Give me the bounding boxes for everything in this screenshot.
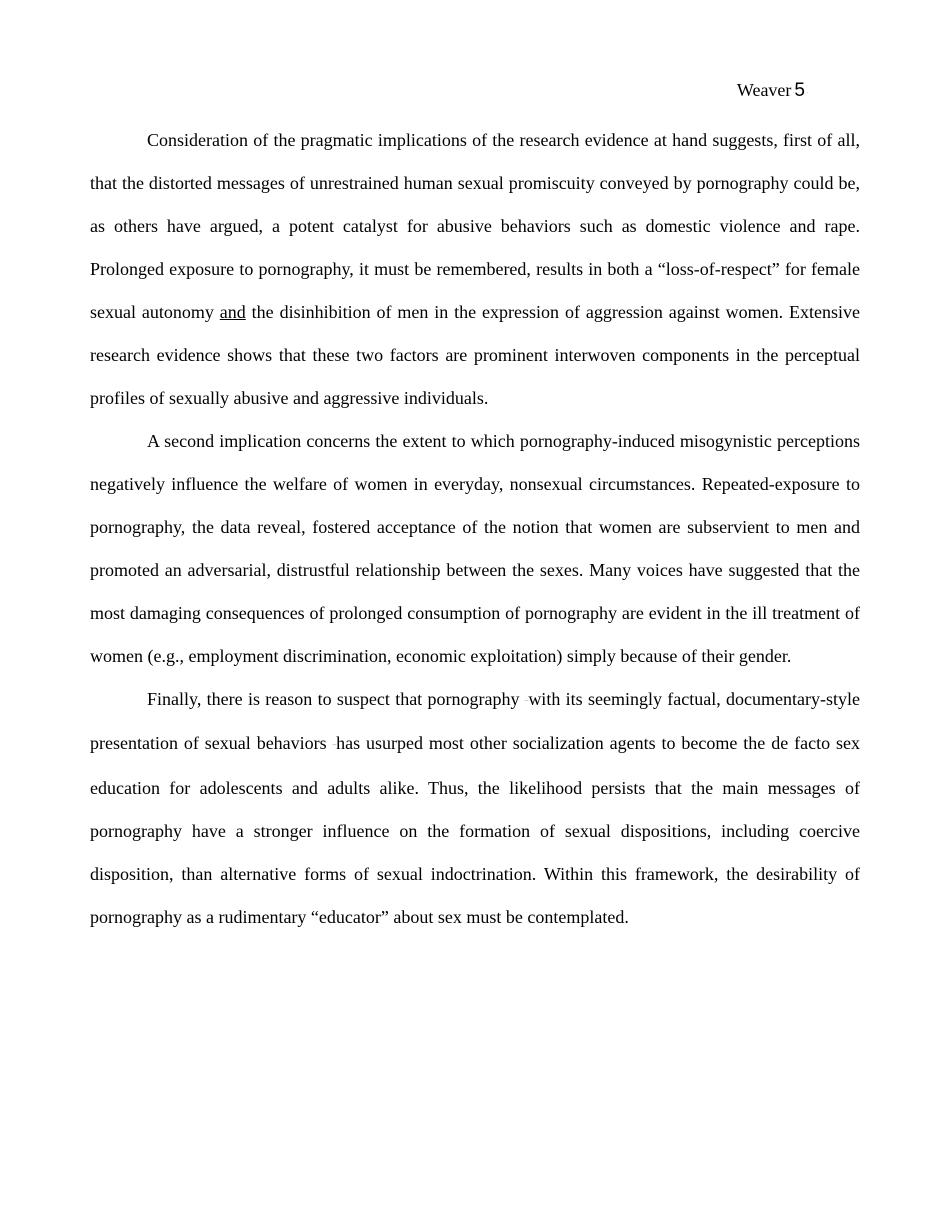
dash-marker: – [524, 696, 529, 705]
header-marker-icon: . [805, 88, 808, 95]
paragraph-1-text-b: the disinhibition of men in the expression of aggression against women. Extensive research evidence shows that these two factors are prominent interwoven components in the perceptual profiles of sexually abusive and aggressive individuals. [90, 302, 860, 408]
header-marker-icon: . [791, 88, 795, 95]
dash-marker: – [332, 740, 337, 749]
running-header [737, 78, 808, 104]
body-text [90, 119, 860, 939]
paragraph-1-emphasis: and [219, 302, 246, 322]
paragraph-3-text-a: Finally, there is reason to suspect that pornography [147, 689, 525, 709]
paragraph-3-text-c: has usurped most other socialization agents to become the de facto sex education for adolescents and adults alike. Thus, the likelihood persists that the main messages of pornography have a stronger influence on the formation of sexual dispositions, including coercive disposition, than alternative forms of sexual indoctrination. Within this framework, the desirability of pornography as a rudimentary “educator” about sex must be contemplated. [90, 733, 860, 927]
paragraph-2: A second implication concerns the extent to which pornography-induced misogynistic perceptions negatively influence the welfare of women in everyday, nonsexual circumstances. Repeated-exposure to pornography, the data reveal, fostered acceptance of the notion that women are subservient to men and promoted an adversarial, distrustful relationship between the sexes. Many voices have suggested that the most damaging consequences of prolonged consumption of pornography are evident in the ill treatment of women (e.g., employment discrimination, economic exploitation) simply because of their gender. [90, 431, 860, 666]
paragraph-3-text-b: with its seemingly factual, documentary-style presentation of sexual behaviors [90, 689, 861, 754]
paragraph-1 [90, 119, 860, 420]
paragraph-3 [90, 678, 860, 939]
paragraph-1-text-a: Consideration of the pragmatic implications of the research evidence at hand suggests, first of all, that the distorted messages of unrestrained human sexual promiscuity conveyed by pornography could be, as others have argued, a potent catalyst for abusive behaviors such as domestic violence and rape. Prolonged exposure to pornography, it must be remembered, results in both a “loss-of-respect” for female sexual autonomy [90, 130, 860, 322]
header-page-number: 5 [794, 80, 805, 101]
header-author: Weaver [736, 80, 792, 100]
